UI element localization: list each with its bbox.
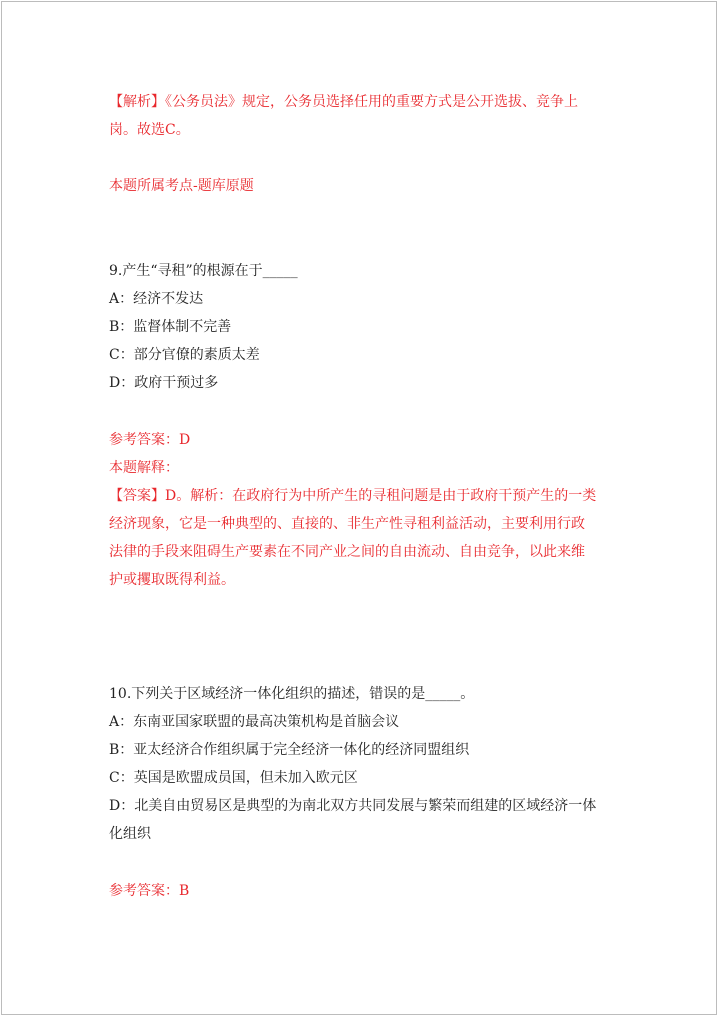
prev-analysis-line-1: 【解析】《公务员法》规定，公务员选择任用的重要方式是公开选拔、竞争上 [109,94,578,110]
q9-option-c: C：部分官僚的素质太差 [109,347,260,363]
q9-stem: 9.产生“寻租”的根源在于_____ [109,263,298,279]
q9-explanation-line-4: 护或攫取既得利益。 [109,572,235,588]
q9-option-a: A：经济不发达 [109,291,204,307]
q10-answer: 参考答案：B [109,883,190,899]
q9-answer: 参考答案：D [109,432,191,448]
q10-option-a: A：东南亚国家联盟的最高决策机构是首脑会议 [109,714,400,730]
q9-option-b: B：监督体制不完善 [109,319,232,335]
q10-option-b: B：亚太经济合作组织属于完全经济一体化的经济同盟组织 [109,742,470,758]
q9-explanation-label: 本题解释： [109,460,179,476]
page-border [1,1,717,1015]
q9-explanation-line-1: 【答案】D。解析：在政府行为中所产生的寻租问题是由于政府干预产生的一类 [109,488,597,504]
prev-analysis-line-2: 岗。故选C。 [109,122,190,138]
q10-option-c: C：英国是欧盟成员国，但未加入欧元区 [109,770,358,786]
q9-explanation-line-2: 经济现象，它是一种典型的、直接的、非生产性寻租利益活动，主要利用行政 [109,516,585,532]
prev-source-note: 本题所属考点-题库原题 [109,178,254,194]
q10-option-d: D：北美自由贸易区是典型的为南北双方共同发展与繁荣而组建的区域经济一体 [109,798,597,814]
q9-option-d: D：政府干预过多 [109,375,219,391]
q9-explanation-line-3: 法律的手段来阻碍生产要素在不同产业之间的自由流动、自由竞争，以此来维 [109,544,585,560]
q10-option-d-continued: 化组织 [109,826,151,842]
q10-stem: 10.下列关于区域经济一体化组织的描述，错误的是_____。 [109,686,475,702]
